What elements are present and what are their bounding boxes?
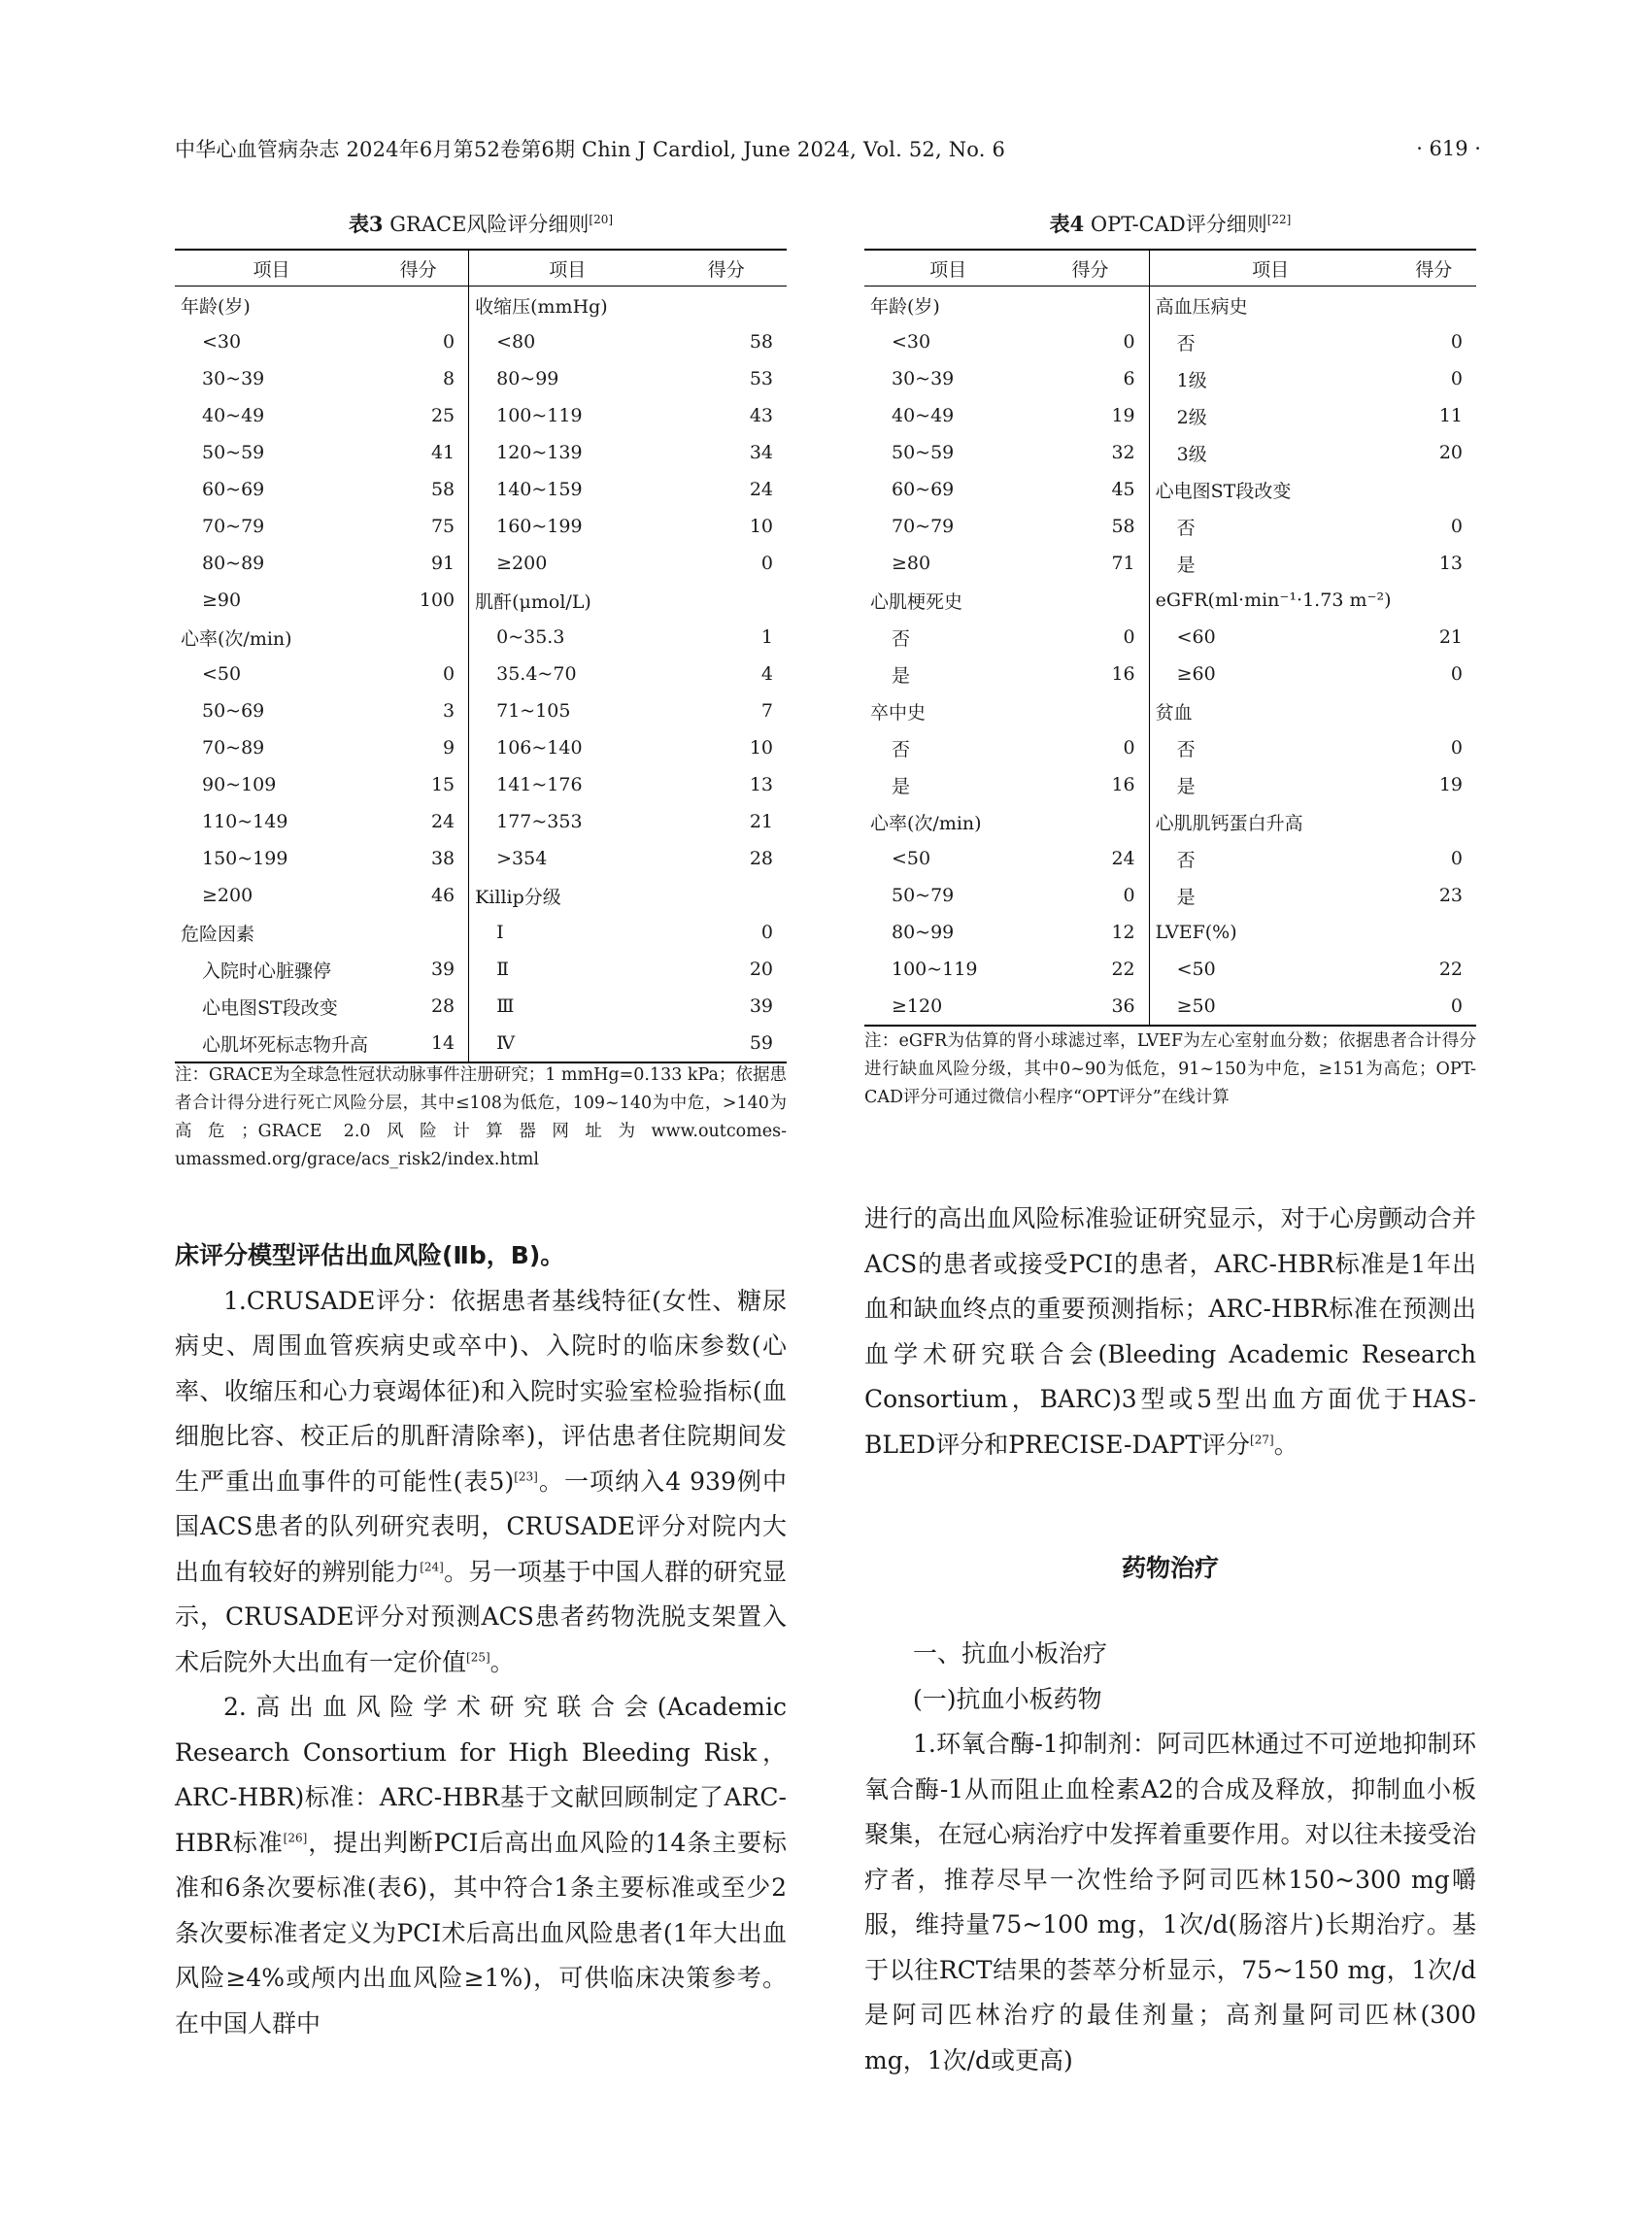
table-cell-item: 141~176 (496, 774, 583, 795)
table-row (175, 729, 787, 766)
paragraph-heading: 床评分模型评估出血风险(Ⅱb，B)。 (175, 1241, 565, 1269)
table-cell-score: 45 (1031, 471, 1149, 508)
table-cell-score (368, 914, 469, 951)
table-cell-score: 10 (749, 737, 773, 759)
table-cell-item: ≥120 (892, 995, 943, 1017)
table-cell-score: 28 (749, 848, 773, 869)
table-cell-score: 0 (760, 922, 773, 943)
table3-grace (175, 249, 787, 1063)
table-cell-item: 心肌肌钙蛋白升高 (1155, 812, 1303, 834)
table-cell-item: 是 (892, 775, 911, 797)
table-cell-item: 心肌梗死史 (870, 590, 963, 613)
section-heading: 药物治疗 (1121, 1554, 1219, 1582)
table-cell-item: 80~89 (202, 553, 265, 574)
table-cell-item: 50~59 (202, 442, 265, 463)
subheading: 一、抗血小板治疗 (913, 1639, 1108, 1668)
table-row (864, 766, 1476, 803)
table-row (864, 434, 1476, 471)
col-header-score: 得分 (368, 250, 469, 287)
table-cell-score: 0 (1031, 729, 1149, 766)
table-cell-item: ≥90 (202, 590, 242, 611)
table-row (864, 656, 1476, 692)
table3-caption (175, 209, 787, 238)
text-span: 。 (489, 1647, 515, 1676)
table-cell-item: Ⅳ (496, 1032, 516, 1054)
table-cell-item: 否 (892, 738, 911, 760)
table-cell-item: ≥50 (1176, 995, 1216, 1017)
table-cell-item: 年龄(岁) (181, 295, 251, 318)
table-cell-score: 0 (1450, 331, 1463, 353)
table-cell-item: <30 (202, 331, 242, 353)
table-row (864, 729, 1476, 766)
table-cell-score: 0 (1031, 323, 1149, 360)
col-header-item: 项目 (1149, 250, 1391, 287)
table-cell-score (665, 287, 787, 324)
text-span: 进行的高出血风险标准验证研究显示，对于心房颤动合并ACS的患者或接受PCI的患者，ARC-HBR标准是1年出血和缺血终点的重要预测指标；ARC-HBR标准在预测出血学术研究联合会(Bleeding Academic Research Consortium，BARC)3型或5型出血方面优于HAS-BLED评分和PRECISE-DAPT评分 (864, 1204, 1476, 1459)
table-cell-score: 7 (760, 700, 773, 722)
table4-note: 注：eGFR为估算的肾小球滤过率，LVEF为左心室射血分数；依据患者合计得分进行缺血风险分级，其中0~90为低危，91~150为中危，≥151为高危；OPT-CAD评分可通过微信小程序“OPT评分”在线计算 (864, 1031, 1476, 1107)
table-cell-item: 90~109 (202, 774, 277, 795)
table-row (175, 951, 787, 988)
table-cell-score: 58 (368, 471, 469, 508)
text-span: 。另一项基于中国人群的研究显示，CRUSADE评分对预测ACS患者药物洗脱支架置入术后院外大出血有一定价值 (175, 1557, 787, 1676)
table-row (864, 988, 1476, 1026)
table-cell-item: Ⅰ (496, 922, 504, 943)
table-cell-score: 11 (1438, 405, 1463, 426)
table-cell-score: 1 (760, 626, 773, 648)
table-cell-item: ≥60 (1176, 663, 1216, 685)
table-row (864, 545, 1476, 582)
table-cell-score: 4 (760, 663, 773, 685)
table-cell-score: 0 (1450, 848, 1463, 869)
table-cell-item: 肌酐(μmol/L) (475, 590, 591, 613)
right-body-text (864, 1197, 1476, 1467)
table-cell-item: 2级 (1176, 406, 1207, 428)
table-cell-score (1392, 287, 1476, 324)
table-cell-item: 入院时心脏骤停 (202, 960, 332, 982)
table-cell-score: 28 (368, 988, 469, 1025)
table-row (864, 619, 1476, 656)
table-row (175, 988, 787, 1025)
table-row (864, 951, 1476, 988)
table-cell-item: 否 (1176, 849, 1196, 871)
table4-optcad (864, 249, 1476, 1027)
table-cell-score: 16 (1031, 766, 1149, 803)
table-cell-score: 53 (749, 368, 773, 389)
table-row (175, 323, 787, 360)
table-cell-item: <60 (1176, 626, 1216, 648)
paragraph (175, 1685, 787, 2046)
table-row (175, 766, 787, 803)
table-cell-score: 0 (1450, 516, 1463, 537)
table-cell-item: <50 (1176, 959, 1216, 980)
table-cell-item: eGFR(ml·min⁻¹·1.73 m⁻²) (1155, 590, 1392, 611)
table-cell-score: 24 (749, 479, 773, 500)
table-cell-item: ≥200 (202, 885, 253, 906)
table-cell-score: 23 (1438, 885, 1463, 906)
table-cell-item: <30 (892, 331, 931, 353)
table-row (175, 803, 787, 840)
table4-ref: [22] (1266, 213, 1292, 226)
table-cell-score: 24 (1031, 840, 1149, 877)
table-row (864, 323, 1476, 360)
col-header-item: 项目 (175, 250, 368, 287)
table-cell-item: Ⅲ (496, 995, 515, 1017)
table-cell-item: 100~119 (496, 405, 583, 426)
table-row (864, 803, 1476, 840)
table-row (864, 877, 1476, 914)
table-cell-score: 16 (1031, 656, 1149, 692)
table-row (175, 471, 787, 508)
table-row (175, 545, 787, 582)
table-cell-score: 34 (749, 442, 773, 463)
table-cell-item: 50~79 (892, 885, 955, 906)
table-cell-item: 80~99 (892, 922, 955, 943)
table-cell-item: 106~140 (496, 737, 583, 759)
table-cell-item: <50 (892, 848, 931, 869)
table3-title: GRACE风险评分细则 (389, 213, 590, 236)
table-cell-score (665, 582, 787, 619)
table-cell-item: 60~69 (892, 479, 955, 500)
table-row (175, 360, 787, 397)
table-row (864, 471, 1476, 508)
table-cell-score: 0 (1450, 368, 1463, 389)
table-cell-item: 160~199 (496, 516, 583, 537)
table-cell-item: 70~79 (202, 516, 265, 537)
table-cell-score (665, 877, 787, 914)
table-cell-score: 0 (760, 553, 773, 574)
table-cell-item: <80 (496, 331, 536, 353)
citation-ref: [26] (283, 1831, 308, 1845)
text-span: 。一项纳入4 939例中国ACS患者的队列研究表明，CRUSADE评分对院内大出血有较好的辨别能力 (175, 1466, 787, 1586)
table-cell-score: 41 (368, 434, 469, 471)
table-cell-score: 8 (368, 360, 469, 397)
table-cell-score (1392, 582, 1476, 619)
table-cell-score: 39 (749, 995, 773, 1017)
table-cell-score: 0 (368, 656, 469, 692)
table-cell-score: 20 (749, 959, 773, 980)
table-cell-score: 0 (1031, 619, 1149, 656)
table-header-row (175, 250, 787, 287)
table-cell-item: 80~99 (496, 368, 559, 389)
table-cell-item: 否 (1176, 517, 1196, 539)
table-cell-item: 收缩压(mmHg) (475, 295, 608, 318)
table-row (864, 508, 1476, 545)
text-span: 。 (1273, 1430, 1298, 1459)
table-cell-item: 120~139 (496, 442, 583, 463)
table-cell-score (1031, 692, 1149, 729)
table-cell-item: 心电图ST段改变 (202, 996, 338, 1019)
table-cell-score (1392, 914, 1476, 951)
table4-title: OPT-CAD评分细则 (1090, 213, 1267, 236)
table-row (864, 840, 1476, 877)
table-cell-score: 58 (1031, 508, 1149, 545)
table-cell-item: 177~353 (496, 811, 583, 832)
table-cell-item: 140~159 (496, 479, 583, 500)
table-cell-score: 19 (1438, 774, 1463, 795)
table-cell-score: 39 (368, 951, 469, 988)
table-cell-score (1031, 287, 1149, 324)
table-cell-score (368, 287, 469, 324)
subheading: (一)抗血小板药物 (913, 1684, 1102, 1713)
table-cell-score: 24 (368, 803, 469, 840)
table-row (864, 287, 1476, 324)
table-row (175, 287, 787, 324)
table-cell-score (1031, 803, 1149, 840)
col-header-score: 得分 (1031, 250, 1149, 287)
paragraph (864, 1197, 1476, 1467)
table-cell-item: 70~79 (892, 516, 955, 537)
running-header (175, 134, 1481, 163)
page-number: · 619 · (1416, 137, 1481, 160)
table-cell-score: 0 (368, 323, 469, 360)
table-cell-item: 是 (1176, 554, 1196, 576)
table-cell-score: 25 (368, 397, 469, 434)
table-row (864, 397, 1476, 434)
table-cell-score: 38 (368, 840, 469, 877)
table-cell-item: 是 (892, 664, 911, 687)
table-cell-score: 12 (1031, 914, 1149, 951)
table-cell-score: 0 (1450, 737, 1463, 759)
table-cell-score (1392, 803, 1476, 840)
table-cell-item: 是 (1176, 775, 1196, 797)
table-cell-item: 心率(次/min) (181, 627, 292, 650)
table-row (175, 397, 787, 434)
text-span: 1.CRUSADE评分：依据患者基线特征(女性、糖尿病史、周围血管疾病史或卒中)、入院时的临床参数(心率、收缩压和心力衰竭体征)和入院时实验室检验指标(血细胞比容、校正后的肌酐清除率)，评估患者住院期间发生严重出血事件的可能性(表5) (175, 1286, 787, 1496)
table-cell-score: 36 (1031, 988, 1149, 1026)
table-cell-item: <50 (202, 663, 242, 685)
table-cell-item: 0~35.3 (496, 626, 565, 648)
table-row (175, 840, 787, 877)
citation-ref: [25] (466, 1650, 490, 1665)
table-row (864, 582, 1476, 619)
table-row (175, 434, 787, 471)
table-cell-score: 46 (368, 877, 469, 914)
paragraph: 1.环氧合酶-1抑制剂：阿司匹林通过不可逆地抑制环氧合酶-1从而阻止血栓素A2的合成及释放，抑制血小板聚集，在冠心病治疗中发挥着重要作用。对以往未接受治疗者，推荐尽早一次性给予阿司匹林150~300 mg嚼服，维持量75~100 mg，1次/d(肠溶片)长期治疗。基于以往RCT结果的荟萃分析显示，75~150 mg，1次/d是阿司匹林治疗的最佳剂量；高剂量阿司匹林(300 mg，1次/d或更高) (864, 1730, 1476, 2074)
table-cell-score: 13 (749, 774, 773, 795)
table-cell-item: Ⅱ (496, 959, 510, 980)
table-row (175, 877, 787, 914)
table-cell-score: 9 (368, 729, 469, 766)
table-row (175, 914, 787, 951)
journal-citation: 中华心血管病杂志 2024年6月第52卷第6期 Chin J Cardiol, June 2024, Vol. 52, No. 6 (175, 138, 1006, 161)
table-cell-item: Killip分级 (475, 886, 561, 908)
table-cell-item: 心肌坏死标志物升高 (202, 1033, 369, 1056)
table-cell-score: 6 (1031, 360, 1149, 397)
table-cell-item: >354 (496, 848, 548, 869)
table-cell-score: 15 (368, 766, 469, 803)
col-header-item: 项目 (864, 250, 1031, 287)
table-cell-item: 150~199 (202, 848, 288, 869)
table-row (175, 656, 787, 692)
table-cell-score: 22 (1031, 951, 1149, 988)
table-cell-score: 0 (1031, 877, 1149, 914)
table3-ref: [20] (589, 213, 614, 226)
citation-ref: [27] (1250, 1433, 1274, 1447)
table-cell-score: 19 (1031, 397, 1149, 434)
table-cell-score: 91 (368, 545, 469, 582)
paragraph (175, 1233, 787, 1279)
table-cell-item: 否 (1176, 738, 1196, 760)
table-row (175, 619, 787, 656)
table-cell-item: 3级 (1176, 443, 1207, 465)
table-cell-item: 贫血 (1155, 701, 1193, 724)
table-cell-score (1392, 692, 1476, 729)
table-cell-score: 32 (1031, 434, 1149, 471)
table-cell-score: 14 (368, 1025, 469, 1062)
table-cell-score: 58 (749, 331, 773, 353)
text-span: ，提出判断PCI后高出血风险的14条主要标准和6条次要标准(表6)，其中符合1条主要标准或至少2条次要标准者定义为PCI术后高出血风险患者(1年大出血风险≥4%或颅内出血风险≥1%)，可供临床决策参考。在中国人群中 (175, 1828, 787, 2038)
left-body-text (175, 1233, 787, 2046)
table-cell-score: 0 (1450, 663, 1463, 685)
table3-label: 表3 (348, 212, 384, 236)
table-cell-item: 否 (1176, 332, 1196, 354)
table-row (175, 582, 787, 619)
table4-label: 表4 (1049, 212, 1085, 236)
table-cell-item: 40~49 (892, 405, 955, 426)
table3-note: 注：GRACE为全球急性冠状动脉事件注册研究；1 mmHg=0.133 kPa；依据患者合计得分进行死亡风险分层，其中≤108为低危，109~140为中危，>140为高危；GRACE 2.0风险计算器网址为www.outcomes-umassmed.org/grace/acs_risk2/index.html (175, 1065, 787, 1169)
table-row (864, 692, 1476, 729)
citation-ref: [24] (420, 1560, 444, 1574)
table-cell-item: 卒中史 (870, 701, 927, 724)
table-cell-item: 危险因素 (181, 923, 255, 945)
table-cell-score: 0 (1450, 995, 1463, 1017)
table-cell-item: 30~39 (202, 368, 265, 389)
table-cell-score: 3 (368, 692, 469, 729)
text-span: 2.高出血风险学术研究联合会(Academic Research Consortium for High Bleeding Risk，ARC-HBR)标准：ARC-HBR基于文献回顾制定了ARC-HBR标准 (175, 1693, 787, 1857)
table-cell-item: 70~89 (202, 737, 265, 759)
table-cell-item: LVEF(%) (1155, 922, 1237, 943)
table-cell-item: ≥80 (892, 553, 931, 574)
table-cell-score: 75 (368, 508, 469, 545)
table-cell-item: 71~105 (496, 700, 571, 722)
table-cell-score: 21 (749, 811, 773, 832)
table-row (175, 1025, 787, 1062)
table-cell-item: ≥200 (496, 553, 548, 574)
table-cell-item: 心电图ST段改变 (1155, 480, 1292, 502)
table-row (175, 692, 787, 729)
table-cell-score: 10 (749, 516, 773, 537)
table-cell-score: 13 (1438, 553, 1463, 574)
table-cell-score: 22 (1438, 959, 1463, 980)
table-cell-score: 21 (1438, 626, 1463, 648)
table-cell-item: 40~49 (202, 405, 265, 426)
right-body-text-2 (864, 1632, 1476, 2083)
table-cell-item: 1级 (1176, 369, 1207, 391)
table-cell-score (1392, 471, 1476, 508)
col-header-item: 项目 (469, 250, 666, 287)
paragraph (175, 1279, 787, 1686)
table-cell-score: 100 (368, 582, 469, 619)
table-cell-score: 59 (749, 1032, 773, 1054)
table-cell-item: 高血压病史 (1155, 295, 1248, 318)
table-row (864, 914, 1476, 951)
table-cell-item: 是 (1176, 886, 1196, 908)
table4-caption (864, 209, 1476, 238)
table-cell-item: 50~69 (202, 700, 265, 722)
table-cell-item: 30~39 (892, 368, 955, 389)
table-cell-item: 否 (892, 627, 911, 650)
table-cell-score: 43 (749, 405, 773, 426)
table-cell-score (368, 619, 469, 656)
table-cell-item: 60~69 (202, 479, 265, 500)
table-cell-item: 110~149 (202, 811, 288, 832)
table-cell-score: 71 (1031, 545, 1149, 582)
table-cell-item: 35.4~70 (496, 663, 577, 685)
col-header-score: 得分 (665, 250, 787, 287)
table-cell-score (1031, 582, 1149, 619)
table-cell-item: 100~119 (892, 959, 978, 980)
table-cell-item: 心率(次/min) (870, 812, 982, 834)
table-cell-score: 20 (1438, 442, 1463, 463)
table-row (175, 508, 787, 545)
table-header-row (864, 250, 1476, 287)
table-row (864, 360, 1476, 397)
citation-ref: [23] (514, 1469, 538, 1484)
col-header-score: 得分 (1392, 250, 1476, 287)
table-cell-item: 年龄(岁) (870, 295, 940, 318)
table-cell-item: 50~59 (892, 442, 955, 463)
